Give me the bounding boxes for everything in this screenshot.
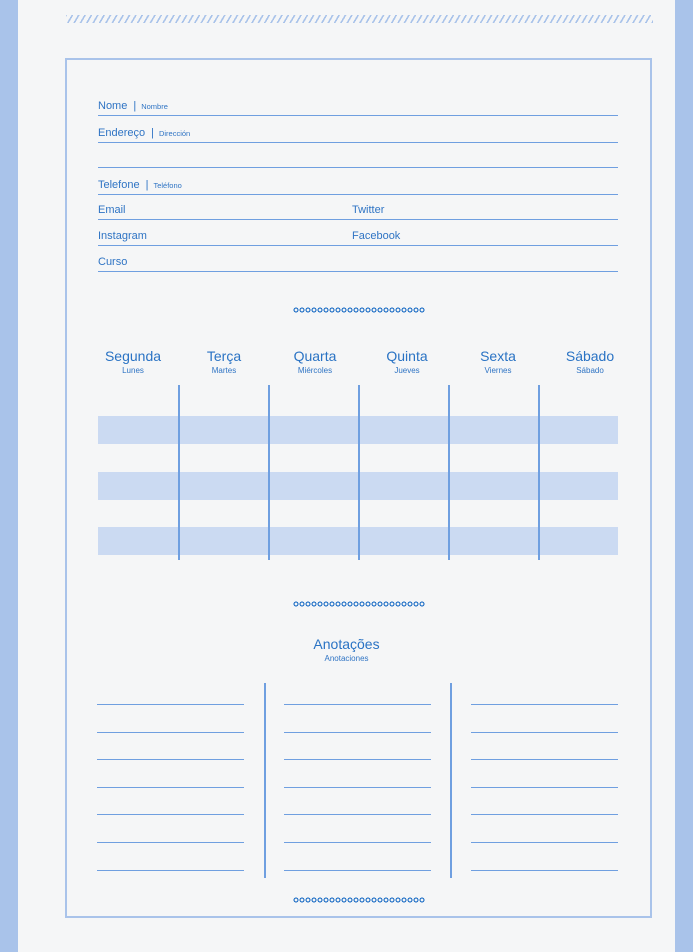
endereco-separator: | <box>151 127 154 139</box>
day-header-segunda <box>88 348 178 375</box>
dotted-divider-1 <box>293 307 425 313</box>
curso-field[interactable] <box>98 252 618 272</box>
day-header-terca <box>179 348 269 375</box>
endereco-field[interactable] <box>98 123 618 143</box>
note-writing-line[interactable] <box>471 704 618 705</box>
twitter-label: Twitter <box>352 204 385 216</box>
note-writing-line[interactable] <box>97 814 244 815</box>
schedule-column-divider <box>268 385 270 560</box>
day-header-sabado <box>545 348 635 375</box>
notes-column-divider <box>264 683 266 878</box>
curso-label: Curso <box>98 256 128 268</box>
day-name: Segunda <box>104 348 162 364</box>
note-writing-line[interactable] <box>97 704 244 705</box>
day-subname: Viernes <box>484 366 512 375</box>
instagram-facebook-row <box>98 226 618 246</box>
day-subname: Sábado <box>576 366 604 375</box>
nome-field[interactable] <box>98 96 618 116</box>
note-writing-line[interactable] <box>471 814 618 815</box>
note-writing-line[interactable] <box>284 787 431 788</box>
note-writing-line[interactable] <box>97 787 244 788</box>
day-header-quarta <box>270 348 360 375</box>
day-name: Terça <box>206 348 242 364</box>
email-twitter-row <box>98 200 618 220</box>
day-name: Quinta <box>386 348 428 364</box>
facebook-label: Facebook <box>352 230 401 242</box>
note-writing-line[interactable] <box>284 814 431 815</box>
schedule-column-divider <box>178 385 180 560</box>
dotted-divider-3 <box>293 897 425 903</box>
schedule-column-divider <box>538 385 540 560</box>
nome-label: Nome <box>98 100 128 112</box>
note-writing-line[interactable] <box>471 842 618 843</box>
instagram-label: Instagram <box>98 230 147 242</box>
endereco-field-line-2[interactable] <box>98 148 618 168</box>
day-subname: Martes <box>211 366 237 375</box>
nome-sublabel: Nombre <box>141 102 168 111</box>
note-writing-line[interactable] <box>97 732 244 733</box>
note-writing-line[interactable] <box>97 870 244 871</box>
day-subname: Lunes <box>122 366 144 375</box>
nome-separator: | <box>133 100 137 112</box>
note-writing-line[interactable] <box>284 842 431 843</box>
left-side-band <box>0 0 18 952</box>
note-writing-line[interactable] <box>284 704 431 705</box>
day-header-quinta <box>362 348 452 375</box>
note-writing-line[interactable] <box>471 787 618 788</box>
telefone-field[interactable] <box>98 175 618 195</box>
note-writing-line[interactable] <box>471 870 618 871</box>
telefone-separator: | <box>145 179 149 191</box>
endereco-label: Endereço <box>98 127 146 139</box>
day-subname: Jueves <box>394 366 420 375</box>
right-side-band <box>675 0 693 952</box>
endereco-sublabel: Dirección <box>158 129 191 138</box>
note-writing-line[interactable] <box>284 759 431 760</box>
day-header-sexta <box>453 348 543 375</box>
email-label: Email <box>98 204 126 216</box>
schedule-column-divider <box>358 385 360 560</box>
notes-column-divider <box>450 683 452 878</box>
notes-title: Anotações <box>313 636 380 652</box>
notes-heading <box>0 636 693 663</box>
schedule-column-divider <box>448 385 450 560</box>
note-writing-line[interactable] <box>471 732 618 733</box>
note-writing-line[interactable] <box>284 732 431 733</box>
telefone-label: Telefone <box>98 179 140 191</box>
note-writing-line[interactable] <box>97 842 244 843</box>
note-writing-line[interactable] <box>284 870 431 871</box>
day-name: Sexta <box>480 348 516 364</box>
telefone-sublabel: Teléfono <box>153 181 182 190</box>
note-writing-line[interactable] <box>471 759 618 760</box>
day-name: Sábado <box>565 348 615 364</box>
dotted-divider-2 <box>293 601 425 607</box>
top-hatch-decoration <box>66 15 653 23</box>
note-writing-line[interactable] <box>97 759 244 760</box>
notes-subtitle: Anotaciones <box>324 654 369 663</box>
day-subname: Miércoles <box>297 366 333 375</box>
day-name: Quarta <box>293 348 337 364</box>
